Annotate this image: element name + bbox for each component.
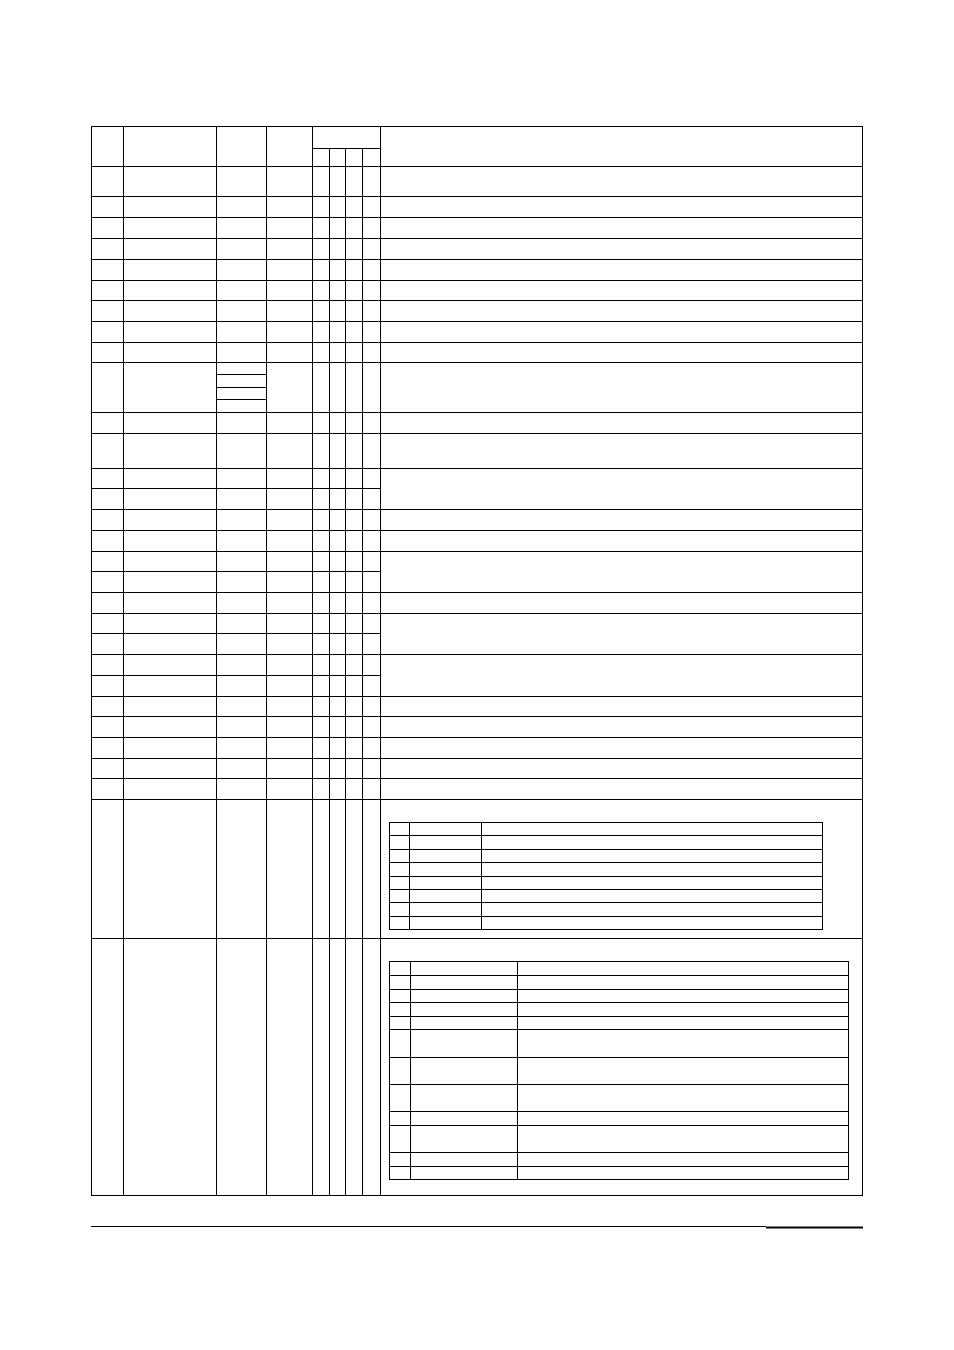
main-table-frame (92, 127, 863, 1196)
footer-rule (91, 1227, 863, 1228)
main-table-partial-row-lines (92, 489, 381, 676)
main-table-column-lines (124, 127, 381, 1196)
nested-table-1 (390, 823, 823, 930)
main-table (92, 127, 863, 1196)
nested-table-2-frame (390, 962, 849, 1180)
nested-table-2 (390, 962, 849, 1180)
main-table-subcell-lines (217, 375, 267, 400)
